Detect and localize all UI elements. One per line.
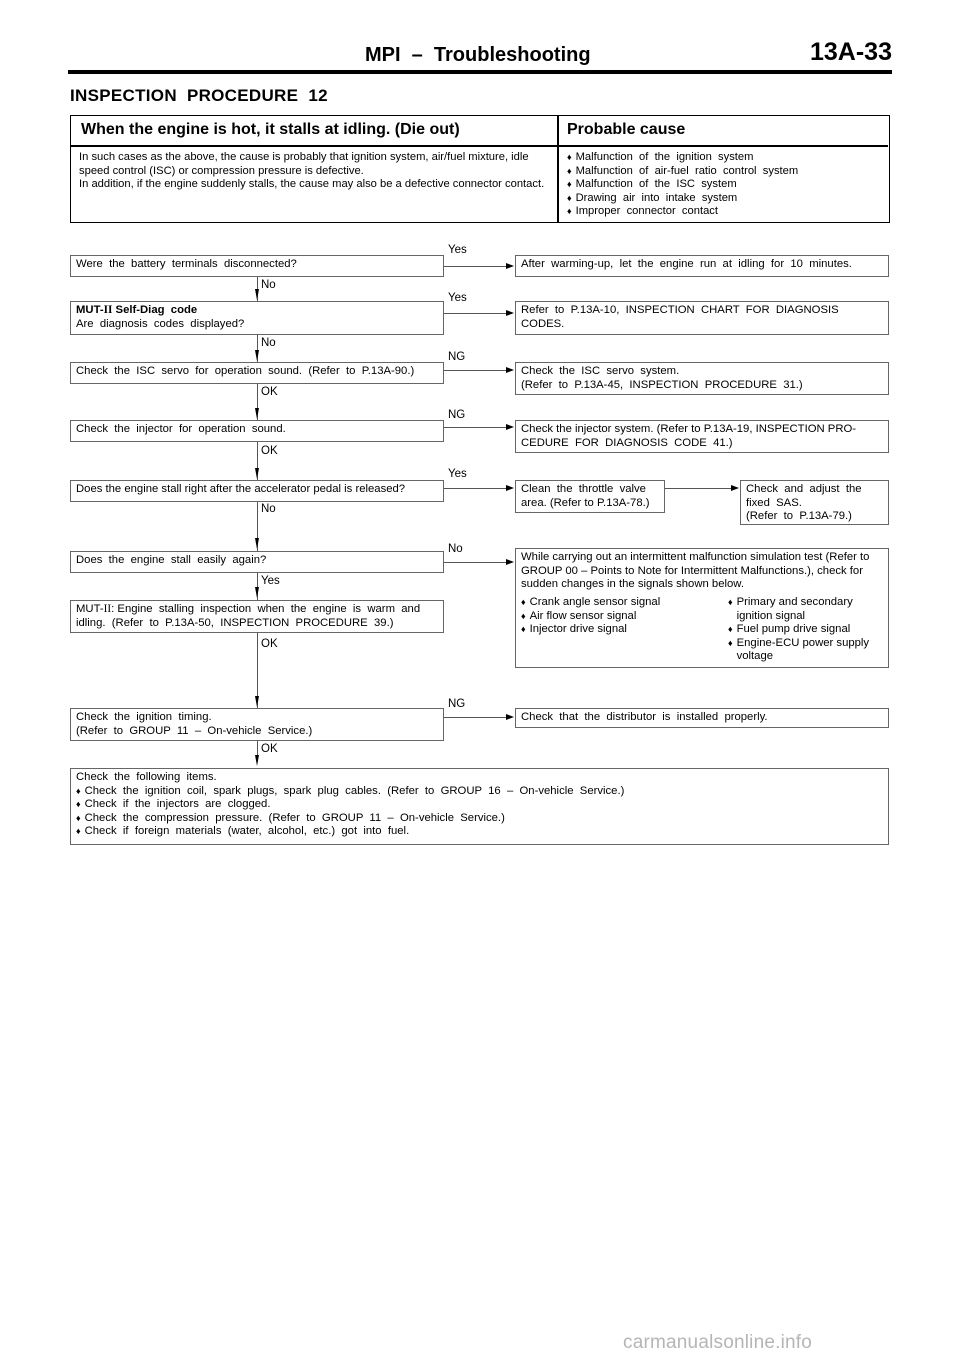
label-no: No: [448, 543, 463, 555]
arrow-right-icon: [506, 367, 514, 373]
final-item: ♦ Check if foreign materials (water, alcohol, etc.) got into fuel.: [76, 825, 883, 839]
arrow-right-icon: [506, 424, 514, 430]
signal-list-left: [521, 596, 693, 637]
page-header-title: MPI – Troubleshooting: [365, 44, 591, 66]
cause-item: ♦ Improper connector contact: [567, 205, 887, 219]
question-stall-easily-again: [70, 551, 444, 573]
result-distributor-installed: [515, 708, 889, 728]
question-ignition-timing: [70, 708, 444, 741]
label-ok: OK: [261, 743, 278, 755]
label-ok: OK: [261, 386, 278, 398]
symptom-description: In such cases as the above, the cause is probably that ignition system, air/fuel mixture, idle speed control (ISC) or compression pressure is defective. In addition, if the engine suddenly stalls, the cause may also be a defective connector contact.: [79, 151, 545, 191]
final-check-items: [70, 768, 889, 845]
question-text: : Engine stalling inspection when the engine is warm and idling. (Refer to P.13A-50, INSPECTION PROCEDURE 39.): [76, 603, 424, 629]
label-yes: Yes: [448, 244, 467, 256]
flow-line-main: [257, 276, 258, 762]
diamond-bullet-icon: [728, 596, 737, 623]
question-battery-disconnected: [70, 255, 444, 277]
label-ng: NG: [448, 351, 466, 363]
label-yes: Yes: [448, 468, 467, 480]
signal-item: [728, 637, 886, 664]
signal-item: ♦ Crank angle sensor signal: [521, 596, 693, 610]
result-text: Check that the distributor is installed properly.: [521, 711, 768, 723]
arrow-right-icon: [506, 559, 514, 565]
signal-text: Primary and secondary ignition signal: [736, 596, 853, 622]
cause-item: ♦ Malfunction of air-fuel ratio control system: [567, 165, 887, 179]
label-yes: Yes: [261, 575, 280, 587]
connector-line: [444, 370, 506, 371]
arrow-right-icon: [506, 310, 514, 316]
result-injector-system: [515, 420, 889, 453]
final-item: ♦ Check if the injectors are clogged.: [76, 798, 883, 812]
label-no: No: [261, 503, 276, 515]
question-isc-servo-sound: [70, 362, 444, 384]
label-no: No: [261, 279, 276, 291]
final-item: ♦ Check the compression pressure. (Refer to GROUP 11 – On-vehicle Service.): [76, 812, 883, 826]
arrow-right-icon: [731, 485, 739, 491]
mut-title-suffix: Self-Diag code: [112, 304, 198, 316]
final-item: ♦ Check the ignition coil, spark plugs, spark plug cables. (Refer to GROUP 16 – On-vehicle Service.): [76, 785, 883, 799]
watermark: carmanualsonline.info: [623, 1332, 813, 1353]
mut-ii-stall-inspection: [70, 600, 444, 633]
question-text: Does the engine stall easily again?: [76, 554, 267, 566]
arrow-down-icon: [255, 468, 259, 479]
result-text: While carrying out an intermittent malfunction simulation test (Refer to GROUP 00 – Points to Note for Intermittent Malfunctions.), check for sudden changes in the signals shown below.: [521, 551, 870, 591]
result-intermittent-simulation-test: [515, 548, 889, 668]
question-text: Check the ISC servo for operation sound. (Refer to P.13A-90.): [76, 365, 415, 377]
signal-list-right: [728, 596, 886, 664]
arrow-down-icon: [255, 696, 259, 707]
page-number: 13A-33: [810, 38, 892, 66]
label-ok: OK: [261, 445, 278, 457]
result-text: After warming-up, let the engine run at idling for 10 minutes.: [521, 258, 852, 270]
connector-line: [444, 717, 506, 718]
arrow-down-icon: [255, 289, 259, 300]
result-text: Check the injector system. (Refer to P.13A-19, INSPECTION PRO- CEDURE FOR DIAGNOSIS CODE 41.): [521, 423, 860, 449]
arrow-down-icon: [255, 587, 259, 598]
signal-text: Fuel pump drive signal: [736, 623, 851, 636]
label-ok: OK: [261, 638, 278, 650]
arrow-right-icon: [506, 714, 514, 720]
connector-line: [444, 266, 506, 267]
result-adjust-fixed-sas: [740, 480, 889, 525]
label-ng: NG: [448, 409, 466, 421]
mut-roman: II: [103, 603, 112, 615]
result-isc-servo-system: [515, 362, 889, 395]
result-text: Check the ISC servo system. (Refer to P.13A-45, INSPECTION PROCEDURE 31.): [521, 365, 803, 391]
diamond-bullet-icon: [728, 637, 737, 664]
question-stall-after-pedal-release: [70, 480, 444, 502]
cause-item: ♦ Malfunction of the ignition system: [567, 151, 887, 165]
arrow-down-icon: [255, 538, 259, 549]
symptom-cause-table: [70, 115, 890, 223]
final-intro: Check the following items.: [76, 771, 217, 783]
arrow-down-icon: [255, 755, 259, 766]
signal-item: [728, 596, 886, 623]
mut-prefix: MUT-: [76, 603, 104, 615]
mut-prefix: MUT-: [76, 304, 104, 316]
result-warm-up-idle: [515, 255, 889, 277]
arrow-right-icon: [506, 485, 514, 491]
result-clean-throttle-valve: [515, 480, 665, 513]
label-yes: Yes: [448, 292, 467, 304]
result-diagnosis-chart: [515, 301, 889, 335]
arrow-down-icon: [255, 350, 259, 361]
signal-item: [728, 623, 886, 637]
label-ng: NG: [448, 698, 466, 710]
result-text: Check and adjust the fixed SAS. (Refer to P.13A-79.): [746, 483, 862, 523]
cause-item: ♦ Drawing air into intake system: [567, 192, 887, 206]
section-title: INSPECTION PROCEDURE 12: [70, 86, 328, 105]
connector-line: [444, 427, 506, 428]
symptom-header: When the engine is hot, it stalls at idling. (Die out): [81, 121, 460, 138]
question-text: Were the battery terminals disconnected?: [76, 258, 297, 270]
question-text: Check the injector for operation sound.: [76, 423, 286, 435]
header-rule: [68, 70, 892, 74]
connector-line: [665, 488, 731, 489]
diamond-bullet-icon: [728, 623, 737, 637]
result-text: Refer to P.13A-10, INSPECTION CHART FOR DIAGNOSIS CODES.: [521, 304, 845, 330]
signal-item: ♦ Air flow sensor signal: [521, 610, 693, 624]
result-text: Clean the throttle valve area. (Refer to P.13A-78.): [521, 483, 650, 509]
question-text: Are diagnosis codes displayed?: [76, 317, 245, 330]
connector-line: [444, 313, 506, 314]
connector-line: [444, 488, 506, 489]
probable-cause-header: Probable cause: [567, 121, 686, 138]
probable-cause-list: [567, 151, 887, 219]
arrow-right-icon: [506, 263, 514, 269]
connector-line: [444, 562, 506, 563]
signal-item: ♦ Injector drive signal: [521, 623, 693, 637]
question-text: Check the ignition timing. (Refer to GROUP 11 – On-vehicle Service.): [76, 711, 313, 737]
mut-roman: II: [103, 304, 113, 316]
label-no: No: [261, 337, 276, 349]
cause-item: ♦ Malfunction of the ISC system: [567, 178, 887, 192]
question-text: Does the engine stall right after the accelerator pedal is released?: [76, 483, 406, 495]
signal-text: Engine-ECU power supply voltage: [736, 636, 870, 663]
table-divider-horizontal: [71, 145, 888, 147]
mut-ii-title: [76, 304, 438, 318]
question-diagnosis-codes: [70, 301, 444, 335]
arrow-down-icon: [255, 408, 259, 419]
question-injector-sound: [70, 420, 444, 442]
table-divider-vertical: [557, 116, 559, 222]
